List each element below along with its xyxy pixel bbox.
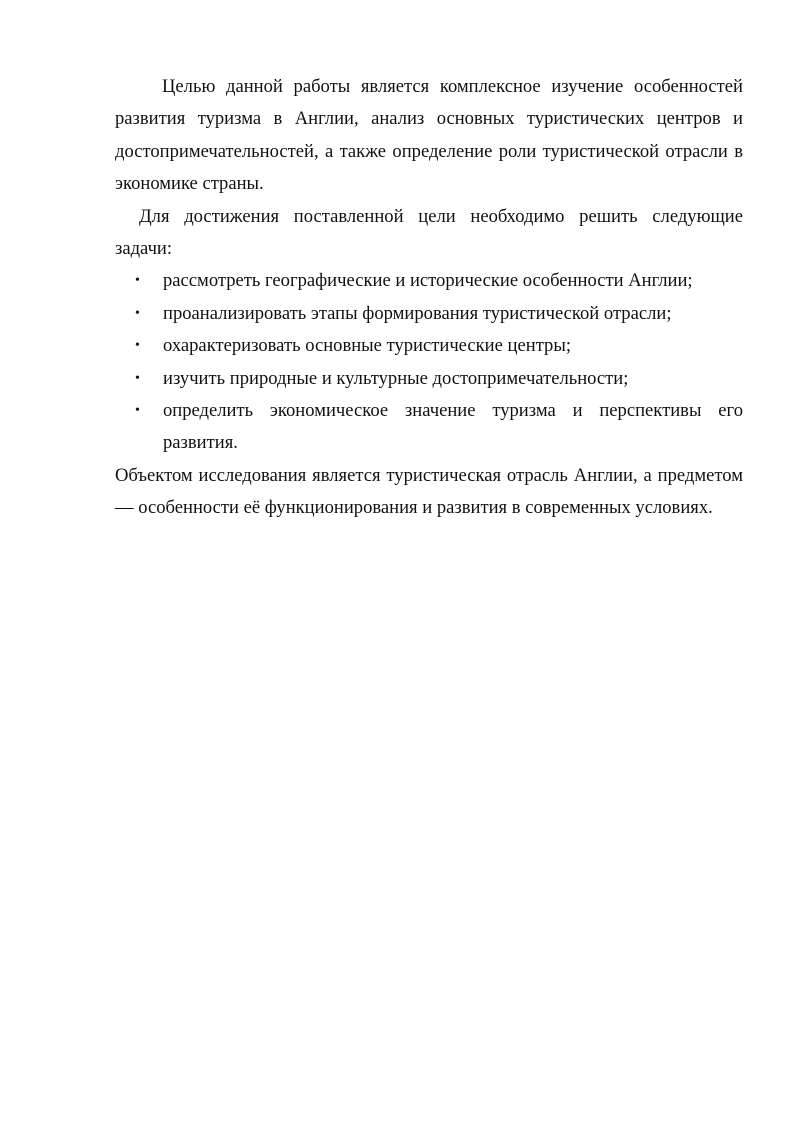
list-item-text: охарактеризовать основные туристические центры;	[163, 335, 571, 357]
list-item	[135, 265, 743, 297]
bullet-icon: •	[135, 338, 140, 354]
list-item	[135, 330, 743, 362]
bullet-icon: •	[135, 403, 140, 419]
bullet-icon: •	[135, 370, 140, 386]
tasks-intro-paragraph: Для достижения поставленной цели необходимо решить следующие задачи:	[115, 205, 743, 260]
list-item-text: определить экономическое значение туризма и перспективы его развития.	[163, 400, 743, 454]
list-item	[135, 395, 743, 460]
document-body	[115, 71, 743, 525]
list-item	[135, 363, 743, 395]
list-item-text: изучить природные и культурные достопримечательности;	[163, 367, 629, 389]
list-item-text: рассмотреть географические и исторические особенности Англии;	[163, 270, 693, 292]
list-item	[135, 298, 743, 330]
goal-paragraph: Целью данной работы является комплексное изучение особенностей развития туризма в Англии, анализ основных туристических центров и достопримечательностей, а также определение роли туристической отрасли в экономике страны.	[115, 76, 743, 195]
bullet-icon: •	[135, 305, 140, 321]
list-item-text: проанализировать этапы формирования туристической отрасли;	[163, 302, 672, 324]
object-paragraph: Объектом исследования является туристическая отрасль Англии, а предметом — особенности её функционирования и развития в современных условиях.	[115, 464, 743, 519]
tasks-list	[115, 265, 743, 459]
bullet-icon: •	[135, 273, 140, 289]
